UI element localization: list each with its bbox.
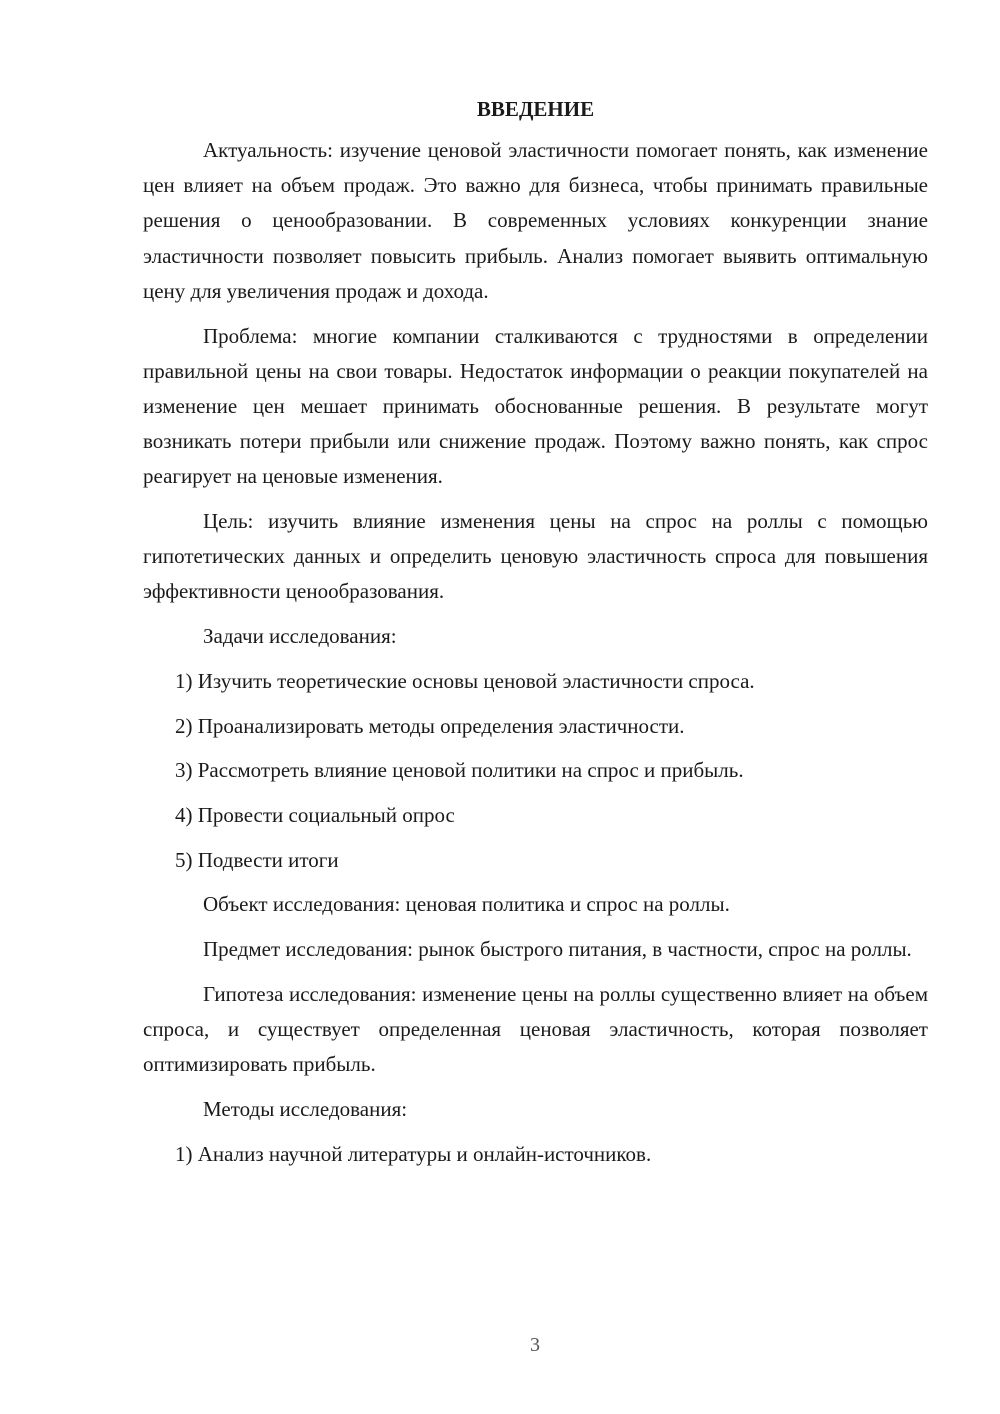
- hypothesis-paragraph: Гипотеза исследования: изменение цены на роллы существенно влияет на объем спроса, и существует определенная ценовая эластичность, которая позволяет оптимизировать прибыль.: [143, 981, 928, 1077]
- page-number: 3: [530, 1334, 540, 1356]
- object-paragraph: Объект исследования: ценовая политика и спрос на роллы.: [203, 892, 730, 917]
- page-content: [143, 92, 928, 1181]
- task-item-1: 1) Изучить теоретические основы ценовой эластичности спроса.: [175, 668, 755, 693]
- relevance-paragraph: Актуальность: изучение ценовой эластичности помогает понять, как изменение цен влияет на объем продаж. Это важно для бизнеса, чтобы принимать правильные решения о ценообразовании. В современных условиях конкуренции знание эластичности позволяет повысить прибыль. Анализ помогает выявить оптимальную цену для увеличения продаж и дохода.: [143, 138, 928, 303]
- task-item-4: 4) Провести социальный опрос: [175, 802, 455, 827]
- methods-heading: Методы исследования:: [203, 1096, 408, 1121]
- task-item-3: 3) Рассмотреть влияние ценовой политики на спрос и прибыль.: [175, 758, 744, 783]
- section-title: ВВЕДЕНИЕ: [476, 97, 595, 121]
- task-item-2: 2) Проанализировать методы определения эластичности.: [175, 713, 685, 738]
- method-item-1: 1) Анализ научной литературы и онлайн-источников.: [175, 1141, 652, 1166]
- goal-paragraph: Цель: изучить влияние изменения цены на спрос на роллы с помощью гипотетических данных и определить ценовую эластичность спроса для повышения эффективности ценообразования.: [143, 509, 928, 604]
- subject-paragraph: Предмет исследования: рынок быстрого питания, в частности, спрос на роллы.: [203, 937, 912, 962]
- task-item-5: 5) Подвести итоги: [175, 847, 339, 872]
- tasks-heading: Задачи исследования:: [203, 624, 397, 649]
- problem-paragraph: Проблема: многие компании сталкиваются с трудностями в определении правильной цены на свои товары. Недостаток информации о реакции покупателей на изменение цен мешает принимать обоснованные решения. В результате могут возникать потери прибыли или снижение продаж. Поэтому важно понять, как спрос реагирует на ценовые изменения.: [143, 323, 928, 489]
